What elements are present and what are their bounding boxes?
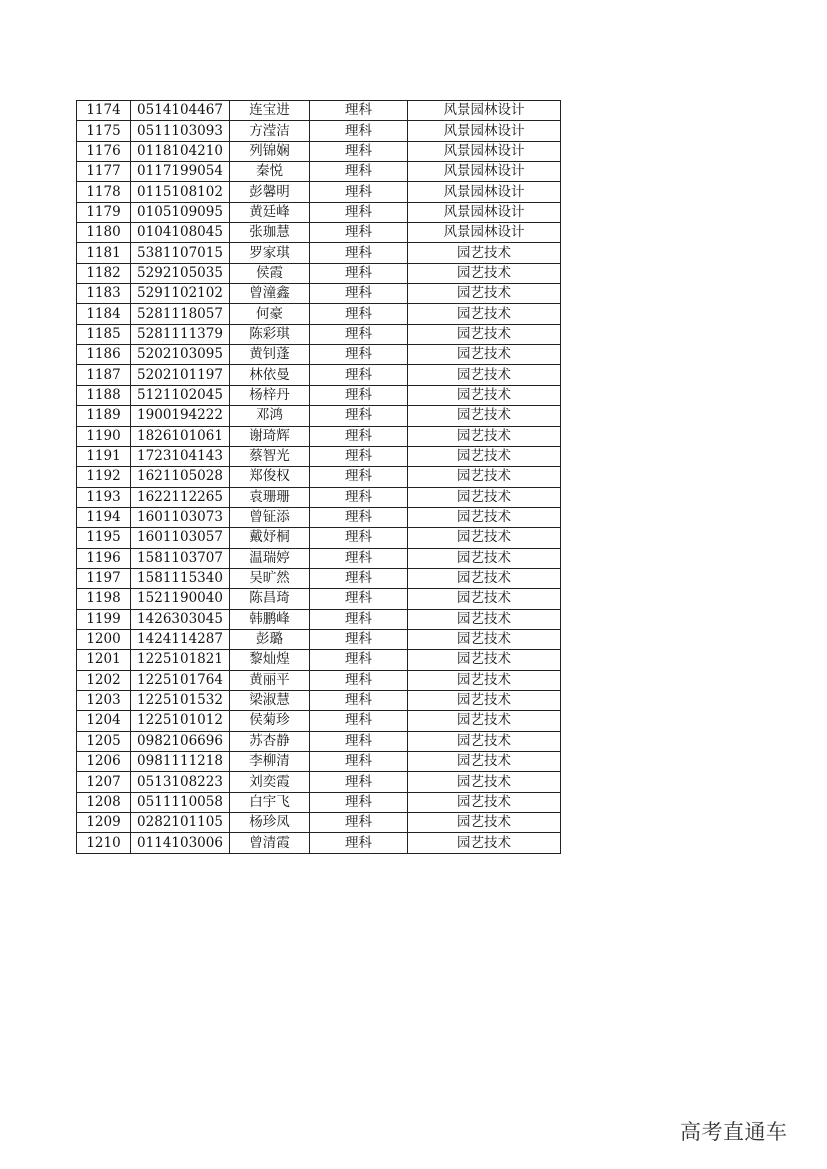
student-name-cell: 秦悦: [230, 162, 310, 182]
student-name-cell: 戴妤桐: [230, 528, 310, 548]
exam-id-cell: 0117199054: [131, 162, 230, 182]
student-name-cell: 侯霞: [230, 263, 310, 283]
student-name-cell: 杨梓丹: [230, 385, 310, 405]
table-row: [77, 650, 561, 670]
row-number-cell: 1204: [77, 711, 131, 731]
exam-id-cell: 5121102045: [131, 385, 230, 405]
exam-id-cell: 0104108045: [131, 223, 230, 243]
row-number-cell: 1198: [77, 589, 131, 609]
row-number-cell: 1175: [77, 121, 131, 141]
major-cell: 园艺技术: [408, 752, 561, 772]
student-name-cell: 梁淑慧: [230, 690, 310, 710]
student-name-cell: 曾清霞: [230, 833, 310, 853]
subject-category-cell: 理科: [310, 792, 408, 812]
table-row: [77, 813, 561, 833]
table-row: [77, 406, 561, 426]
table-row: [77, 568, 561, 588]
row-number-cell: 1177: [77, 162, 131, 182]
table-row: [77, 304, 561, 324]
student-name-cell: 黄廷峰: [230, 202, 310, 222]
table-row: [77, 731, 561, 751]
student-name-cell: 黄钊蓬: [230, 345, 310, 365]
major-cell: 风景园林设计: [408, 101, 561, 121]
subject-category-cell: 理科: [310, 507, 408, 527]
table-row: [77, 284, 561, 304]
student-name-cell: 刘奕霞: [230, 772, 310, 792]
subject-category-cell: 理科: [310, 528, 408, 548]
table-row: [77, 385, 561, 405]
table-row: [77, 711, 561, 731]
exam-id-cell: 5281118057: [131, 304, 230, 324]
major-cell: 园艺技术: [408, 813, 561, 833]
table-row: [77, 629, 561, 649]
student-name-cell: 郑俊权: [230, 467, 310, 487]
student-name-cell: 韩鹏峰: [230, 609, 310, 629]
table-row: [77, 487, 561, 507]
subject-category-cell: 理科: [310, 223, 408, 243]
table-row: [77, 772, 561, 792]
student-name-cell: 方滢洁: [230, 121, 310, 141]
exam-id-cell: 0282101105: [131, 813, 230, 833]
major-cell: 园艺技术: [408, 467, 561, 487]
student-name-cell: 蔡智光: [230, 446, 310, 466]
exam-id-cell: 1723104143: [131, 446, 230, 466]
row-number-cell: 1193: [77, 487, 131, 507]
major-cell: 园艺技术: [408, 548, 561, 568]
major-cell: 风景园林设计: [408, 182, 561, 202]
exam-id-cell: 0105109095: [131, 202, 230, 222]
exam-id-cell: 0511103093: [131, 121, 230, 141]
student-name-cell: 苏杏静: [230, 731, 310, 751]
major-cell: 园艺技术: [408, 263, 561, 283]
student-name-cell: 温瑞婷: [230, 548, 310, 568]
subject-category-cell: 理科: [310, 589, 408, 609]
table-row: [77, 609, 561, 629]
student-name-cell: 张珈慧: [230, 223, 310, 243]
row-number-cell: 1203: [77, 690, 131, 710]
student-name-cell: 谢琦辉: [230, 426, 310, 446]
major-cell: 园艺技术: [408, 690, 561, 710]
table-row: [77, 202, 561, 222]
subject-category-cell: 理科: [310, 202, 408, 222]
table-row: [77, 141, 561, 161]
exam-id-cell: 5381107015: [131, 243, 230, 263]
major-cell: 园艺技术: [408, 528, 561, 548]
table-body: [77, 101, 561, 854]
exam-id-cell: 1622112265: [131, 487, 230, 507]
subject-category-cell: 理科: [310, 650, 408, 670]
row-number-cell: 1197: [77, 568, 131, 588]
student-name-cell: 陈彩琪: [230, 324, 310, 344]
student-name-cell: 黄丽平: [230, 670, 310, 690]
row-number-cell: 1192: [77, 467, 131, 487]
subject-category-cell: 理科: [310, 629, 408, 649]
table-row: [77, 345, 561, 365]
row-number-cell: 1209: [77, 813, 131, 833]
subject-category-cell: 理科: [310, 568, 408, 588]
student-name-cell: 曾潼鑫: [230, 284, 310, 304]
subject-category-cell: 理科: [310, 101, 408, 121]
table-row: [77, 548, 561, 568]
student-name-cell: 黎灿煌: [230, 650, 310, 670]
row-number-cell: 1184: [77, 304, 131, 324]
student-name-cell: 罗家琪: [230, 243, 310, 263]
student-name-cell: 林依曼: [230, 365, 310, 385]
row-number-cell: 1181: [77, 243, 131, 263]
row-number-cell: 1179: [77, 202, 131, 222]
major-cell: 园艺技术: [408, 345, 561, 365]
exam-id-cell: 1225101532: [131, 690, 230, 710]
subject-category-cell: 理科: [310, 813, 408, 833]
table-row: [77, 507, 561, 527]
row-number-cell: 1196: [77, 548, 131, 568]
subject-category-cell: 理科: [310, 243, 408, 263]
subject-category-cell: 理科: [310, 752, 408, 772]
row-number-cell: 1205: [77, 731, 131, 751]
exam-id-cell: 1601103073: [131, 507, 230, 527]
row-number-cell: 1201: [77, 650, 131, 670]
subject-category-cell: 理科: [310, 284, 408, 304]
row-number-cell: 1178: [77, 182, 131, 202]
table-row: [77, 365, 561, 385]
major-cell: 园艺技术: [408, 284, 561, 304]
exam-id-cell: 1225101821: [131, 650, 230, 670]
major-cell: 风景园林设计: [408, 121, 561, 141]
subject-category-cell: 理科: [310, 345, 408, 365]
exam-id-cell: 0114103006: [131, 833, 230, 853]
table-row: [77, 752, 561, 772]
subject-category-cell: 理科: [310, 833, 408, 853]
exam-id-cell: 0514104467: [131, 101, 230, 121]
subject-category-cell: 理科: [310, 162, 408, 182]
subject-category-cell: 理科: [310, 406, 408, 426]
major-cell: 风景园林设计: [408, 202, 561, 222]
row-number-cell: 1208: [77, 792, 131, 812]
table-row: [77, 446, 561, 466]
table-row: [77, 263, 561, 283]
student-name-cell: 列锦娴: [230, 141, 310, 161]
subject-category-cell: 理科: [310, 263, 408, 283]
subject-category-cell: 理科: [310, 670, 408, 690]
major-cell: 园艺技术: [408, 670, 561, 690]
major-cell: 园艺技术: [408, 772, 561, 792]
table-row: [77, 467, 561, 487]
major-cell: 园艺技术: [408, 711, 561, 731]
subject-category-cell: 理科: [310, 121, 408, 141]
exam-id-cell: 1621105028: [131, 467, 230, 487]
major-cell: 风景园林设计: [408, 141, 561, 161]
table-row: [77, 589, 561, 609]
exam-id-cell: 1225101012: [131, 711, 230, 731]
row-number-cell: 1176: [77, 141, 131, 161]
exam-id-cell: 0115108102: [131, 182, 230, 202]
row-number-cell: 1195: [77, 528, 131, 548]
major-cell: 园艺技术: [408, 629, 561, 649]
student-name-cell: 吴旷然: [230, 568, 310, 588]
subject-category-cell: 理科: [310, 467, 408, 487]
major-cell: 园艺技术: [408, 589, 561, 609]
exam-id-cell: 0981111218: [131, 752, 230, 772]
exam-id-cell: 0513108223: [131, 772, 230, 792]
student-name-cell: 李柳清: [230, 752, 310, 772]
exam-id-cell: 0982106696: [131, 731, 230, 751]
subject-category-cell: 理科: [310, 385, 408, 405]
major-cell: 园艺技术: [408, 446, 561, 466]
row-number-cell: 1188: [77, 385, 131, 405]
exam-id-cell: 1900194222: [131, 406, 230, 426]
major-cell: 园艺技术: [408, 568, 561, 588]
table-row: [77, 182, 561, 202]
row-number-cell: 1199: [77, 609, 131, 629]
student-name-cell: 彭璐: [230, 629, 310, 649]
major-cell: 园艺技术: [408, 385, 561, 405]
subject-category-cell: 理科: [310, 182, 408, 202]
table-row: [77, 690, 561, 710]
exam-id-cell: 5202103095: [131, 345, 230, 365]
row-number-cell: 1189: [77, 406, 131, 426]
row-number-cell: 1186: [77, 345, 131, 365]
table-row: [77, 243, 561, 263]
table-row: [77, 324, 561, 344]
row-number-cell: 1206: [77, 752, 131, 772]
major-cell: 园艺技术: [408, 507, 561, 527]
table-row: [77, 833, 561, 853]
major-cell: 园艺技术: [408, 324, 561, 344]
subject-category-cell: 理科: [310, 426, 408, 446]
student-name-cell: 陈昌琦: [230, 589, 310, 609]
student-name-cell: 连宝进: [230, 101, 310, 121]
row-number-cell: 1183: [77, 284, 131, 304]
major-cell: 园艺技术: [408, 243, 561, 263]
exam-id-cell: 1521190040: [131, 589, 230, 609]
watermark: 高考直通车: [680, 1120, 788, 1144]
table-row: [77, 792, 561, 812]
table-row: [77, 426, 561, 446]
major-cell: 园艺技术: [408, 833, 561, 853]
major-cell: 园艺技术: [408, 426, 561, 446]
exam-id-cell: 1581115340: [131, 568, 230, 588]
major-cell: 园艺技术: [408, 609, 561, 629]
row-number-cell: 1185: [77, 324, 131, 344]
subject-category-cell: 理科: [310, 141, 408, 161]
row-number-cell: 1210: [77, 833, 131, 853]
exam-id-cell: 1225101764: [131, 670, 230, 690]
student-name-cell: 侯菊珍: [230, 711, 310, 731]
exam-id-cell: 0118104210: [131, 141, 230, 161]
major-cell: 风景园林设计: [408, 223, 561, 243]
student-name-cell: 邓鸿: [230, 406, 310, 426]
major-cell: 园艺技术: [408, 365, 561, 385]
row-number-cell: 1202: [77, 670, 131, 690]
exam-id-cell: 5291102102: [131, 284, 230, 304]
student-name-cell: 白宇飞: [230, 792, 310, 812]
subject-category-cell: 理科: [310, 731, 408, 751]
student-name-cell: 曾钲添: [230, 507, 310, 527]
table-row: [77, 528, 561, 548]
subject-category-cell: 理科: [310, 304, 408, 324]
student-name-cell: 彭馨明: [230, 182, 310, 202]
major-cell: 园艺技术: [408, 731, 561, 751]
row-number-cell: 1200: [77, 629, 131, 649]
table-row: [77, 223, 561, 243]
subject-category-cell: 理科: [310, 772, 408, 792]
row-number-cell: 1191: [77, 446, 131, 466]
row-number-cell: 1187: [77, 365, 131, 385]
exam-id-cell: 5202101197: [131, 365, 230, 385]
subject-category-cell: 理科: [310, 711, 408, 731]
row-number-cell: 1180: [77, 223, 131, 243]
exam-id-cell: 1826101061: [131, 426, 230, 446]
subject-category-cell: 理科: [310, 690, 408, 710]
major-cell: 风景园林设计: [408, 162, 561, 182]
exam-id-cell: 1426303045: [131, 609, 230, 629]
subject-category-cell: 理科: [310, 487, 408, 507]
major-cell: 园艺技术: [408, 792, 561, 812]
exam-id-cell: 1601103057: [131, 528, 230, 548]
table-row: [77, 101, 561, 121]
exam-id-cell: 0511110058: [131, 792, 230, 812]
row-number-cell: 1207: [77, 772, 131, 792]
exam-id-cell: 1424114287: [131, 629, 230, 649]
student-name-cell: 袁珊珊: [230, 487, 310, 507]
major-cell: 园艺技术: [408, 487, 561, 507]
major-cell: 园艺技术: [408, 650, 561, 670]
student-name-cell: 杨珍凤: [230, 813, 310, 833]
table-row: [77, 162, 561, 182]
exam-id-cell: 1581103707: [131, 548, 230, 568]
row-number-cell: 1174: [77, 101, 131, 121]
major-cell: 园艺技术: [408, 304, 561, 324]
subject-category-cell: 理科: [310, 446, 408, 466]
table-row: [77, 670, 561, 690]
table-row: [77, 121, 561, 141]
student-name-cell: 何豪: [230, 304, 310, 324]
row-number-cell: 1190: [77, 426, 131, 446]
admission-list-table: [76, 100, 561, 854]
subject-category-cell: 理科: [310, 548, 408, 568]
exam-id-cell: 5281111379: [131, 324, 230, 344]
subject-category-cell: 理科: [310, 365, 408, 385]
exam-id-cell: 5292105035: [131, 263, 230, 283]
major-cell: 园艺技术: [408, 406, 561, 426]
subject-category-cell: 理科: [310, 324, 408, 344]
row-number-cell: 1194: [77, 507, 131, 527]
subject-category-cell: 理科: [310, 609, 408, 629]
row-number-cell: 1182: [77, 263, 131, 283]
